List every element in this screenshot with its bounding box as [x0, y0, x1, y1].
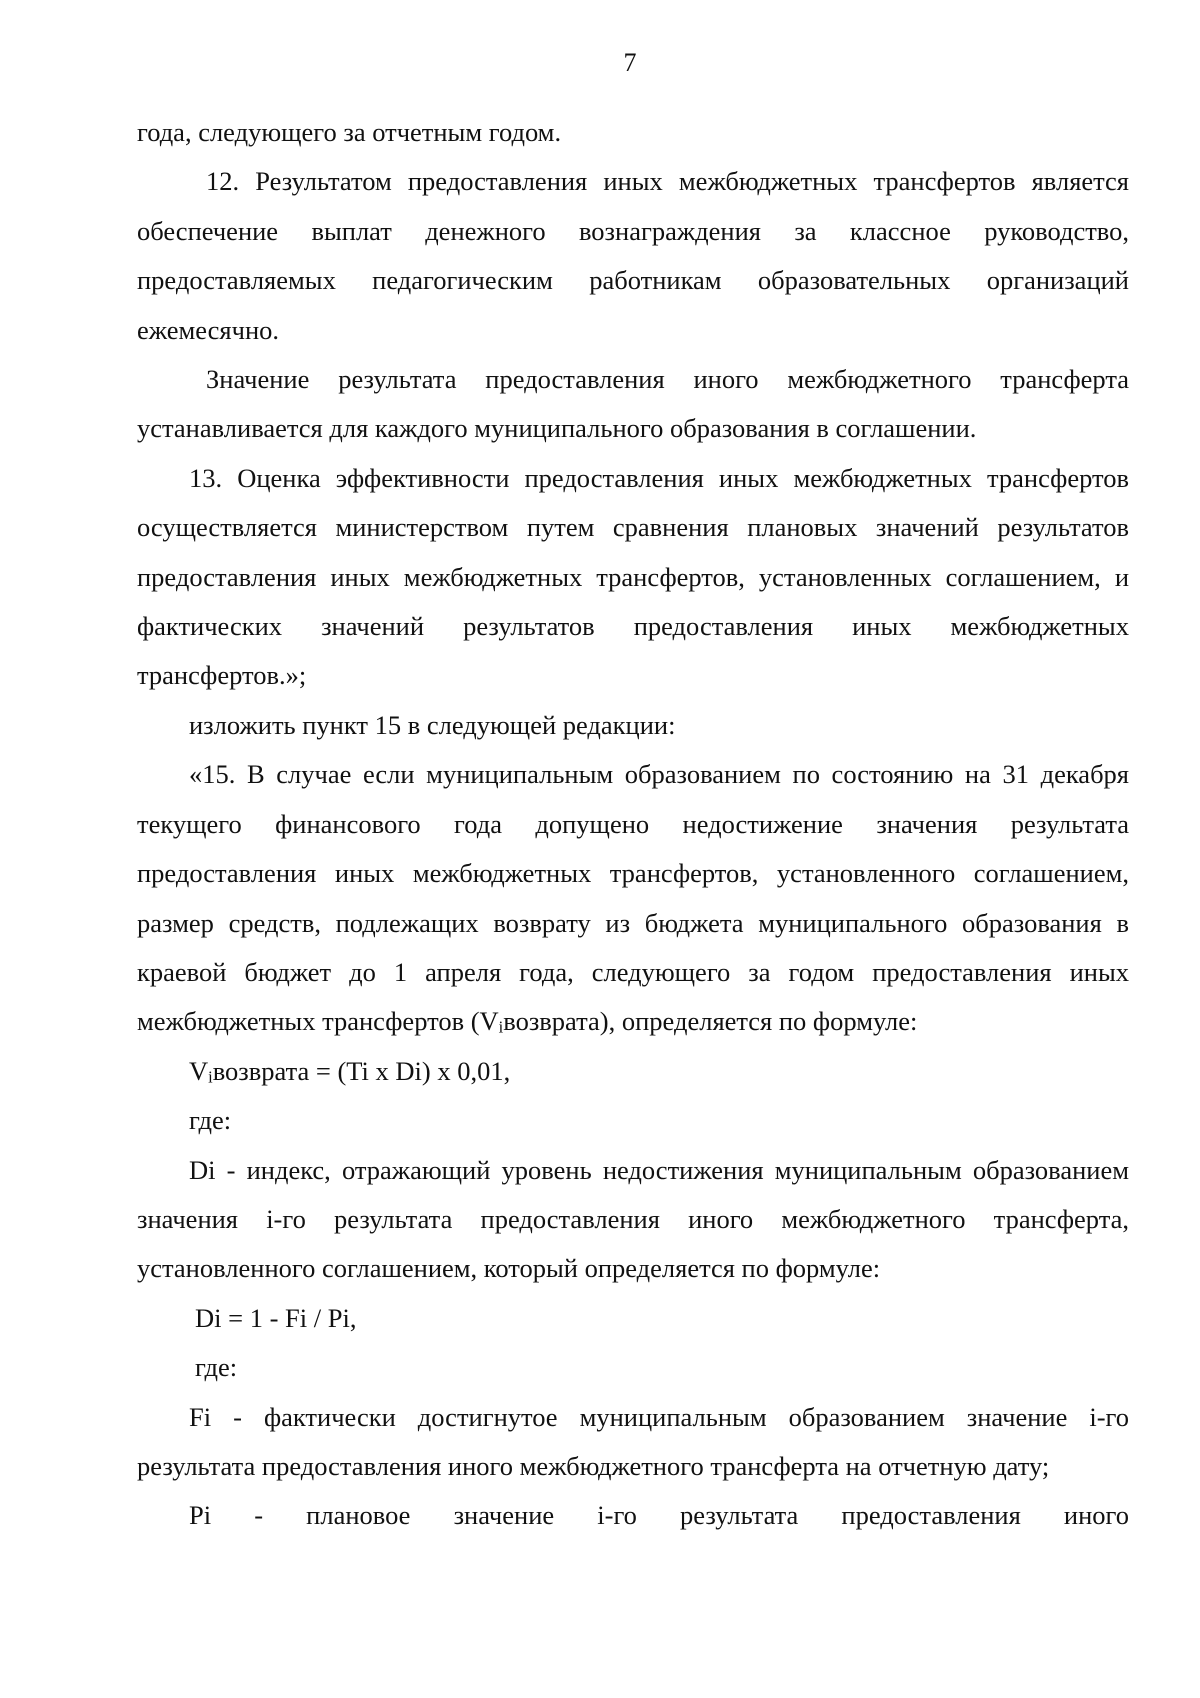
formula-return-v: V: [189, 1055, 209, 1086]
paragraph-result-value: Значение результата предоставления иного межбюджетного трансферта устанавливается для каждого муниципального образования в соглашении.: [137, 364, 1129, 444]
paragraph-item-13: 13. Оценка эффективности предоставления иных межбюджетных трансфертов осуществляется министерством путем сравнения плановых значений результатов предоставления иных межбюджетных трансфертов, установленных соглашением, и фактических значений результатов предоставления иных межбюджетных трансфертов.»;: [137, 462, 1129, 691]
paragraph-fi-definition: Fi - фактически достигнутое муниципальным образованием значение i-го результата предоставления иного межбюджетного трансферта на отчетную дату;: [137, 1401, 1129, 1481]
page-number: 7: [623, 48, 637, 77]
paragraph-di-definition: Di - индекс, отражающий уровень недостижения муниципальным образованием значения i-го результата предоставления иного межбюджетного трансферта, установленного соглашением, который определяется по формуле:: [137, 1154, 1129, 1284]
paragraph-item-12: 12. Результатом предоставления иных межбюджетных трансфертов является обеспечение выплат денежного вознаграждения за классное руководство, предоставляемых педагогическим работникам образовательных организаций ежемесячно.: [137, 166, 1129, 345]
paragraph-item-15: [137, 750, 1129, 1046]
item-15-text-start: «15. В случае если муниципальным образованием по состоянию на 31 декабря текущего финансового года допущено недостижение значения результата предоставления иных межбюджетных трансфертов, установленного соглашением, размер средств, подлежащих возврату из бюджета муниципального образования в краевой бюджет до 1 апреля года, следующего за годом предоставления иных межбюджетных трансфертов (V: [137, 759, 1129, 1037]
item-15-text-end: возврата), определяется по формуле:: [503, 1006, 918, 1037]
paragraph-continuation: года, следующего за отчетным годом.: [137, 117, 562, 147]
paragraph-amend-instruction: изложить пункт 15 в следующей редакции:: [189, 709, 676, 740]
formula-return-subscript: i: [208, 1067, 213, 1087]
formula-return-rest: возврата = (Ti x Di) x 0,01,: [212, 1055, 511, 1086]
formula-return-amount: [137, 1047, 1129, 1096]
where-label-1: где:: [189, 1105, 232, 1136]
where-label-2: где:: [195, 1352, 238, 1383]
item-15-subscript: i: [498, 1017, 504, 1037]
paragraph-pi-definition: Pi - плановое значение i-го результата предоставления иного: [189, 1500, 1129, 1531]
document-body: [137, 108, 1129, 1541]
formula-di: Di = 1 - Fi / Pi,: [195, 1302, 357, 1333]
